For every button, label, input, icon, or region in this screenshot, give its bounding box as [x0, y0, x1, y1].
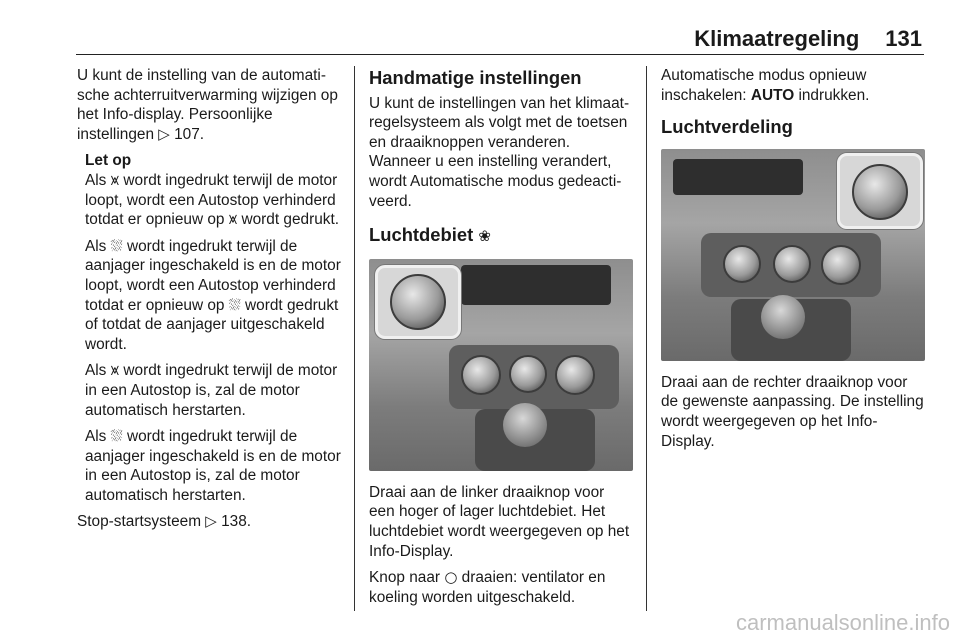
- infotainment-screen: [673, 159, 803, 195]
- windshield-defrost-icon: ⛆: [110, 236, 123, 255]
- right-knob: [555, 355, 595, 395]
- note-paragraph-1: Als ⩙ wordt ingedrukt terwijl de motor loopt, wordt een Autostop verhinderd totdat er opnieuw op ⩙ wordt gedrukt.: [85, 170, 340, 229]
- left-knob-zoom: [390, 274, 446, 330]
- left-knob: [461, 355, 501, 395]
- reference-link[interactable]: 138.: [221, 513, 252, 531]
- windshield-defrost-icon: ⛆: [228, 295, 241, 314]
- auto-mode-paragraph: Automatische modus opnieuw inschakelen: AUTO indrukken.: [661, 67, 870, 104]
- left-knob: [723, 245, 761, 283]
- note-block: [77, 151, 343, 505]
- note-paragraph-2: Als ⛆ wordt ingedrukt terwijl de aanjager ingeschakeld is en de motor loopt, wordt een Autostop verhinderd totdat er opnieuw op ⛆ wordt gedrukt of totdat de aanjager uitgeschakeld wordt.: [85, 236, 341, 353]
- airflow-photo: [369, 259, 633, 471]
- page-header: [694, 26, 922, 52]
- gear-shifter: [761, 295, 805, 339]
- airflow-heading: Luchtdebiet ❀: [369, 224, 491, 246]
- rear-defrost-icon: ⩙: [110, 170, 120, 189]
- off-circle-icon: ○: [444, 568, 458, 587]
- air-distribution-photo: [661, 149, 925, 361]
- note-paragraph-3: Als ⩙ wordt ingedrukt terwijl de motor in een Autostop is, zal de motor automatisch herstarten.: [85, 361, 338, 419]
- intro-paragraph: U kunt de instelling van de automatische achterruitverwarming wijzigen op het Info-display. Persoonlijke instellingen ▷ 107.: [77, 67, 338, 143]
- middle-knob: [773, 245, 811, 283]
- rear-defrost-icon: ⩙: [228, 210, 238, 229]
- column-divider-right: [646, 66, 647, 611]
- column-2: [369, 66, 634, 614]
- knob-callout: [837, 153, 923, 229]
- airflow-caption: Draai aan de linker draaiknop voor een hoger of lager luchtdebiet. Het luchtdebiet wordt weergegeven op het Info-Display.: [369, 483, 630, 560]
- windshield-defrost-icon: ⛆: [110, 427, 123, 446]
- rear-defrost-icon: ⩙: [110, 361, 120, 380]
- air-distribution-heading: Luchtverdeling: [661, 116, 793, 138]
- stop-start-reference: Stop-startsysteem ▷ 138.: [77, 512, 252, 531]
- auto-button-label: AUTO: [750, 86, 795, 104]
- page-number: 131: [885, 26, 922, 51]
- knob-callout: [375, 265, 461, 339]
- right-knob: [821, 245, 861, 285]
- infotainment-screen: [461, 265, 611, 305]
- gear-shifter: [503, 403, 547, 447]
- note-paragraph-4: Als ⛆ wordt ingedrukt terwijl de aanjager ingeschakeld is en de motor in een Autostop is, zal de motor automatisch herstarten.: [85, 427, 341, 504]
- off-instruction: Knop naar ○ draaien: ventilator en koeling worden uitgeschakeld.: [369, 568, 606, 606]
- header-divider: [76, 54, 924, 55]
- reference-arrow-icon: ▷: [205, 512, 217, 531]
- column-3: [661, 66, 927, 458]
- section-title: Klimaatregeling: [694, 26, 860, 51]
- column-1: [77, 66, 343, 539]
- air-distribution-caption: Draai aan de rechter draaiknop voor de gewenste aanpassing. De instelling wordt weergegeven op het Info-Display.: [661, 373, 924, 450]
- fan-icon: ❀: [478, 227, 491, 246]
- reference-link[interactable]: 107.: [174, 125, 205, 143]
- section-heading: Handmatige instellingen: [369, 67, 582, 88]
- manual-settings-paragraph: U kunt de instellingen van het klimaatregelsysteem als volgt met de toetsen en draaiknoppen veranderen. Wanneer u een instelling verandert, wordt Automatische modus gedeactiveerd.: [369, 94, 630, 210]
- column-divider-left: [354, 66, 355, 611]
- middle-knob: [509, 355, 547, 393]
- note-title: Let op: [85, 152, 132, 170]
- reference-arrow-icon: ▷: [158, 124, 170, 143]
- watermark: carmanualsonline.info: [735, 610, 950, 635]
- right-knob-zoom: [852, 164, 908, 220]
